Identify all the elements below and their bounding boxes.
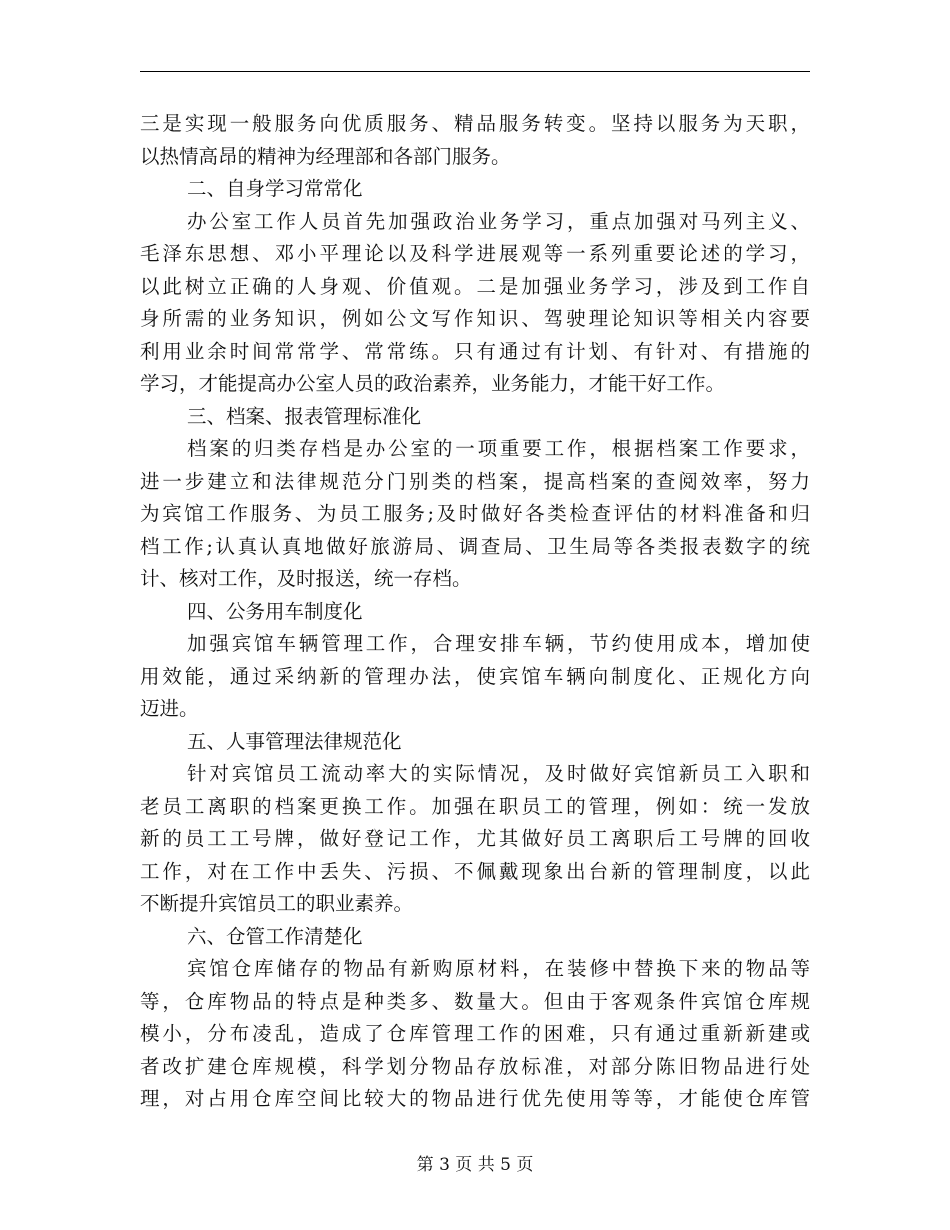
- text-line: 计、核对工作，及时报送，统一存档。: [140, 567, 472, 590]
- text-line: 工作，对在工作中丢失、污损、不佩戴现象出台新的管理制度，以此: [140, 859, 810, 883]
- text-line: 二、自身学习常常化: [187, 177, 363, 200]
- page-footer: 第 3 页 共 5 页: [416, 1155, 534, 1175]
- text-line: 迈进。: [140, 697, 199, 720]
- text-line: 身所需的业务知识，例如公文写作知识、驾驶理论知识等相关内容要: [140, 307, 810, 330]
- text-line: 理，对占用仓库空间比较大的物品进行优先使用等等，才能使仓库管: [140, 1087, 810, 1110]
- text-line: 以此树立正确的人身观、价值观。二是加强业务学习，涉及到工作自: [140, 274, 810, 298]
- text-line: 六、仓管工作清楚化: [187, 924, 363, 948]
- text-line: 新的员工工号牌，做好登记工作，尤其做好员工离职后工号牌的回收: [140, 827, 810, 850]
- text-line: 学习，才能提高办公室人员的政治素养，业务能力，才能干好工作。: [140, 372, 726, 395]
- text-line: 五、人事管理法律规范化: [187, 729, 402, 753]
- text-line: 宾馆仓库储存的物品有新购原材料，在装修中替换下来的物品等: [187, 957, 810, 980]
- text-line: 老员工离职的档案更换工作。加强在职员工的管理，例如：统一发放: [140, 794, 810, 818]
- text-line: 四、公务用车制度化: [187, 599, 363, 623]
- text-line: 档工作;认真认真地做好旅游局、调查局、卫生局等各类报表数字的统: [140, 534, 810, 558]
- text-line: 不断提升宾馆员工的职业素养。: [140, 892, 414, 915]
- text-line: 档案的归类存档是办公室的一项重要工作，根据档案工作要求，: [187, 437, 810, 460]
- text-line: 三是实现一般服务向优质服务、精品服务转变。坚持以服务为天职，: [140, 112, 810, 135]
- text-line: 者改扩建仓库规模，科学划分物品存放标准，对部分陈旧物品进行处: [140, 1054, 810, 1078]
- text-line: 模小，分布凌乱，造成了仓库管理工作的困难，只有通过重新新建或: [140, 1022, 810, 1045]
- text-line: 进一步建立和法律规范分门别类的档案，提高档案的查阅效率，努力: [140, 469, 810, 493]
- document-body: [140, 108, 810, 1116]
- text-line: 三、档案、报表管理标准化: [187, 404, 422, 428]
- text-line: 针对宾馆员工流动率大的实际情况，及时做好宾馆新员工入职和: [187, 762, 810, 785]
- text-line: 加强宾馆车辆管理工作，合理安排车辆，节约使用成本，增加使: [187, 632, 810, 655]
- header-rule: [140, 71, 810, 72]
- text-line: 用效能，通过采纳新的管理办法，使宾馆车辆向制度化、正规化方向: [140, 664, 810, 688]
- text-line: 利用业余时间常常学、常常练。只有通过有计划、有针对、有措施的: [140, 339, 810, 363]
- text-line: 等，仓库物品的特点是种类多、数量大。但由于客观条件宾馆仓库规: [140, 989, 810, 1013]
- text-line: 以热情高昂的精神为经理部和各部门服务。: [140, 144, 511, 168]
- text-line: 办公室工作人员首先加强政治业务学习，重点加强对马列主义、: [187, 209, 810, 233]
- text-line: 毛泽东思想、邓小平理论以及科学进展观等一系列重要论述的学习，: [140, 242, 810, 265]
- text-line: 为宾馆工作服务、为员工服务;及时做好各类检查评估的材料准备和归: [140, 502, 810, 525]
